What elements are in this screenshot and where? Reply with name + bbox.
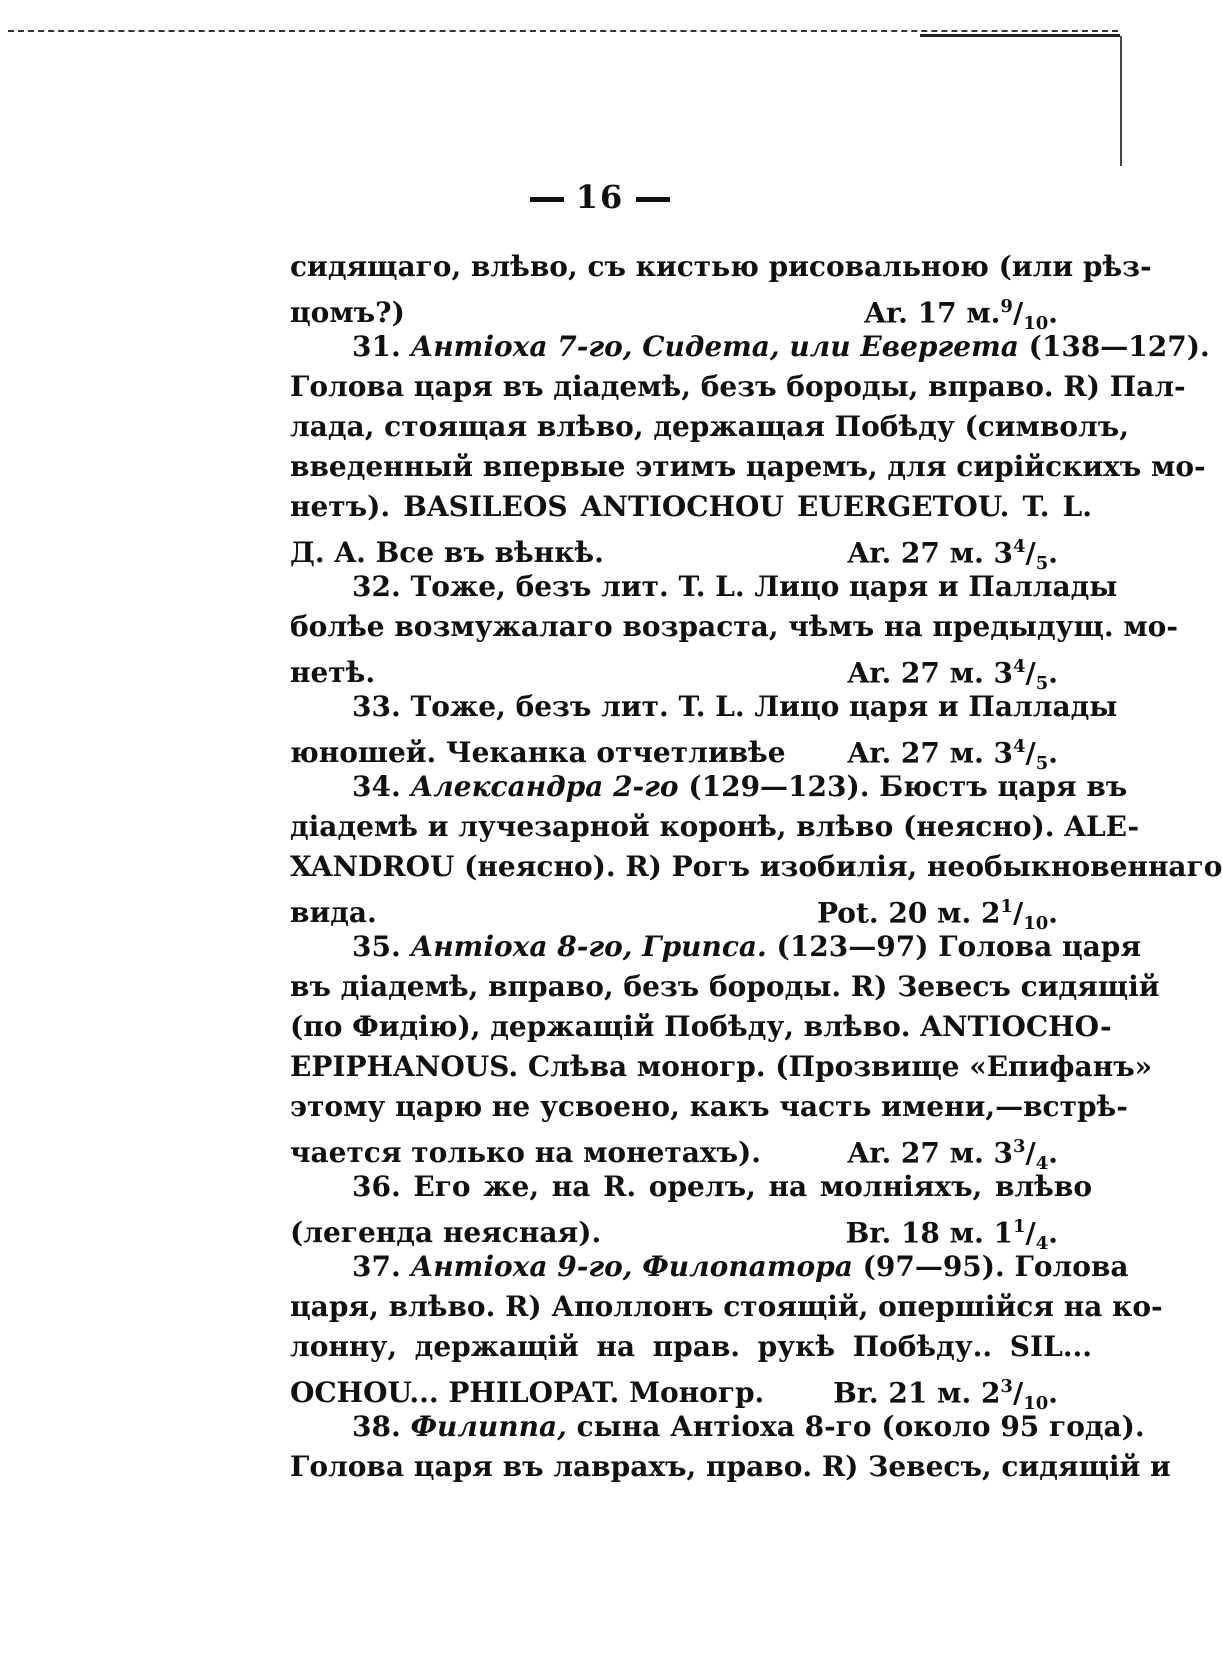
coin-reference: Ar. 27 м. $3^3/_4$. bbox=[847, 1136, 1058, 1174]
fraction-numerator: 9 bbox=[1000, 296, 1013, 317]
line-body: Его же, на R. орелъ, на молніяхъ, влѣво bbox=[413, 1170, 1092, 1203]
fraction-denominator: 4 bbox=[1035, 1232, 1049, 1254]
line-text bbox=[352, 567, 1117, 607]
text-line bbox=[290, 247, 1152, 287]
line-body: EPIPHANOUS. Слѣва моногр. (Прозвище «Епифанъ» bbox=[290, 1050, 1153, 1083]
entry-number: 31. bbox=[352, 330, 411, 363]
fraction-denominator: 5 bbox=[1035, 752, 1049, 774]
entry-number: 36. bbox=[352, 1170, 414, 1203]
ruler-name: Антіоха 8-го, Грипса. bbox=[410, 930, 777, 963]
coin-reference: Ar. 17 $м.^9/_{10}$. bbox=[864, 296, 1058, 334]
fraction-denominator: 4 bbox=[1035, 1152, 1049, 1174]
line-body: (по Фидію), держащій Побѣду, влѣво. ANTIOCHO- bbox=[290, 1010, 1112, 1043]
line-text bbox=[352, 327, 1210, 367]
line-body: Голова царя въ лаврахъ, право. R) Зевесъ, сидящій и bbox=[290, 1450, 1171, 1483]
fraction-denominator: 10 bbox=[1023, 912, 1049, 934]
text-line bbox=[290, 287, 1092, 334]
text-line bbox=[290, 1287, 1163, 1327]
text-line bbox=[290, 487, 1092, 527]
text-line bbox=[290, 1367, 1092, 1414]
line-body: царя, влѣво. R) Аполлонъ стоящій, опершійся на ко- bbox=[290, 1290, 1163, 1323]
line-text bbox=[290, 607, 1178, 647]
line-body: болѣе возмужалаго возраста, чѣмъ на предыдущ. мо- bbox=[290, 610, 1178, 643]
text-line bbox=[290, 527, 1092, 574]
text-line bbox=[290, 767, 1128, 807]
line-body: (97—95). Голова bbox=[862, 1250, 1129, 1283]
line-text bbox=[290, 847, 1222, 887]
text-line bbox=[290, 447, 1206, 487]
line-text bbox=[290, 487, 1092, 527]
entry-number: 32. bbox=[352, 570, 411, 603]
page-number: 16 bbox=[0, 178, 1200, 216]
fraction-numerator: 4 bbox=[1012, 656, 1026, 677]
ruler-name: Александра 2-го bbox=[410, 770, 689, 803]
line-body: (129—123). Бюстъ царя въ bbox=[688, 770, 1128, 803]
fraction-numerator: 4 bbox=[1012, 736, 1026, 757]
line-body: XANDROU (неясно). R) Рогъ изобилія, необыкновеннаго bbox=[290, 850, 1222, 883]
fraction-numerator: 3 bbox=[1012, 1136, 1026, 1157]
line-body: сидящаго, влѣво, съ кистью рисовальною (или рѣз- bbox=[290, 250, 1152, 283]
line-body: діадемѣ и лучезарной коронѣ, влѣво (неясно). ALE- bbox=[290, 810, 1140, 843]
ruler-name: Антіоха 7-го, Сидета, или Евергета bbox=[410, 330, 1029, 363]
fraction-numerator: 1 bbox=[1012, 1216, 1026, 1237]
text-line bbox=[290, 1167, 1092, 1207]
text-line bbox=[290, 687, 1118, 727]
text-line bbox=[290, 1087, 1128, 1127]
text-line bbox=[290, 927, 1142, 967]
text-line bbox=[290, 1407, 1145, 1447]
coin-reference: Ar. 27 м. $3^4/_5$. bbox=[847, 536, 1058, 574]
line-text bbox=[290, 447, 1206, 487]
line-body: вида. bbox=[290, 896, 377, 930]
line-body: Д. A. Все въ вѣнкѣ. bbox=[290, 536, 604, 570]
line-text bbox=[290, 1007, 1112, 1047]
top-edge-rule bbox=[8, 30, 1118, 32]
line-text bbox=[290, 1047, 1152, 1087]
line-body: въ діадемѣ, вправо, безъ бороды. R) Зевесъ сидящій bbox=[290, 970, 1160, 1003]
fraction-denominator: 5 bbox=[1035, 552, 1049, 574]
entry-number: 35. bbox=[352, 930, 411, 963]
coin-reference: Br. 21 м. $2^3/_{10}$. bbox=[833, 1376, 1058, 1414]
line-text bbox=[352, 687, 1117, 727]
text-line bbox=[290, 1127, 1092, 1174]
entry-number: 37. bbox=[352, 1250, 411, 1283]
text-line bbox=[290, 807, 1140, 847]
text-line bbox=[290, 1247, 1129, 1287]
line-body: лада, стоящая влѣво, держащая Побѣду (символъ, bbox=[290, 410, 1129, 443]
entry-number: 34. bbox=[352, 770, 411, 803]
text-line bbox=[290, 727, 1092, 774]
text-line bbox=[290, 1207, 1092, 1254]
coin-reference: Ar. 27 м. $3^4/_5$. bbox=[847, 736, 1058, 774]
fraction-numerator: 4 bbox=[1012, 536, 1026, 557]
line-body: (138—127). bbox=[1028, 330, 1210, 363]
line-body: чается только на монетахъ). bbox=[290, 1136, 762, 1170]
text-line bbox=[290, 1047, 1153, 1087]
line-text bbox=[290, 1327, 1092, 1367]
line-body: введенный впервые этимъ царемъ, для сирійскихъ мо- bbox=[290, 450, 1206, 483]
text-line bbox=[290, 1007, 1112, 1047]
line-body: лонну, держащій на прав. рукѣ Побѣду.. SIL... bbox=[290, 1330, 1092, 1363]
fraction-denominator: 5 bbox=[1035, 672, 1049, 694]
top-edge-rule-right bbox=[920, 34, 1120, 37]
line-text bbox=[352, 1167, 1092, 1207]
text-line bbox=[290, 967, 1160, 1007]
fraction-numerator: 1 bbox=[1000, 896, 1013, 917]
fraction-denominator: 10 bbox=[1023, 1392, 1049, 1414]
line-body: нетѣ. bbox=[290, 656, 376, 690]
ruler-name: Филиппа, bbox=[410, 1410, 577, 1443]
entry-number: 38. bbox=[352, 1410, 411, 1443]
line-body: (123—97) Голова царя bbox=[776, 930, 1142, 963]
text-line bbox=[290, 847, 1222, 887]
line-body: сына Антіоха 8-го (около 95 года). bbox=[576, 1410, 1145, 1443]
line-text bbox=[290, 807, 1139, 847]
line-text bbox=[352, 767, 1127, 807]
line-text bbox=[352, 927, 1141, 967]
text-line bbox=[290, 607, 1178, 647]
line-body: цомъ?) bbox=[290, 296, 405, 330]
coin-reference: Ar. 27 м. $3^4/_5$. bbox=[847, 656, 1058, 694]
line-text bbox=[352, 1407, 1145, 1447]
entry-number: 33. bbox=[352, 690, 411, 723]
line-text bbox=[290, 967, 1160, 1007]
line-text bbox=[290, 407, 1129, 447]
text-line bbox=[290, 567, 1118, 607]
line-body: (легенда неясная). bbox=[290, 1216, 602, 1250]
line-body: Голова царя въ діадемѣ, безъ бороды, вправо. R) Пал- bbox=[290, 370, 1186, 403]
page-body bbox=[290, 247, 1222, 1487]
fraction-denominator: 10 bbox=[1023, 312, 1049, 334]
line-body: Тоже, безъ лит. T. L. Лицо царя и Паллады bbox=[410, 690, 1118, 723]
line-text bbox=[290, 1087, 1128, 1127]
text-line bbox=[290, 887, 1092, 934]
right-edge-rule bbox=[1120, 36, 1122, 166]
line-body: нетъ). BASILEOS ANTIOCHOU EUERGETOU. T. L. bbox=[290, 490, 1092, 523]
text-line bbox=[290, 1447, 1171, 1487]
line-text bbox=[290, 367, 1186, 407]
text-line bbox=[290, 1327, 1092, 1367]
text-line bbox=[290, 647, 1092, 694]
coin-reference: Br. 18 м. $1^1/_4$. bbox=[845, 1216, 1058, 1254]
line-text bbox=[290, 247, 1152, 287]
line-body: юношей. Чеканка отчетливѣе bbox=[290, 736, 786, 770]
text-line bbox=[290, 407, 1129, 447]
text-line bbox=[290, 367, 1186, 407]
fraction-numerator: 3 bbox=[1000, 1376, 1013, 1397]
line-body: OCHOU... PHILOPAT. Моногр. bbox=[290, 1376, 765, 1410]
line-body: Тоже, безъ лит. T. L. Лицо царя и Паллады bbox=[410, 570, 1118, 603]
line-text bbox=[352, 1247, 1129, 1287]
line-body: этому царю не усвоено, какъ часть имени,—встрѣ- bbox=[290, 1090, 1128, 1123]
line-text bbox=[290, 1447, 1171, 1487]
line-text bbox=[290, 1287, 1163, 1327]
ruler-name: Антіоха 9-го, Филопатора bbox=[410, 1250, 863, 1283]
coin-reference: Pot. 20 м. $2^1/_{10}$. bbox=[817, 896, 1058, 934]
text-line bbox=[290, 327, 1210, 367]
